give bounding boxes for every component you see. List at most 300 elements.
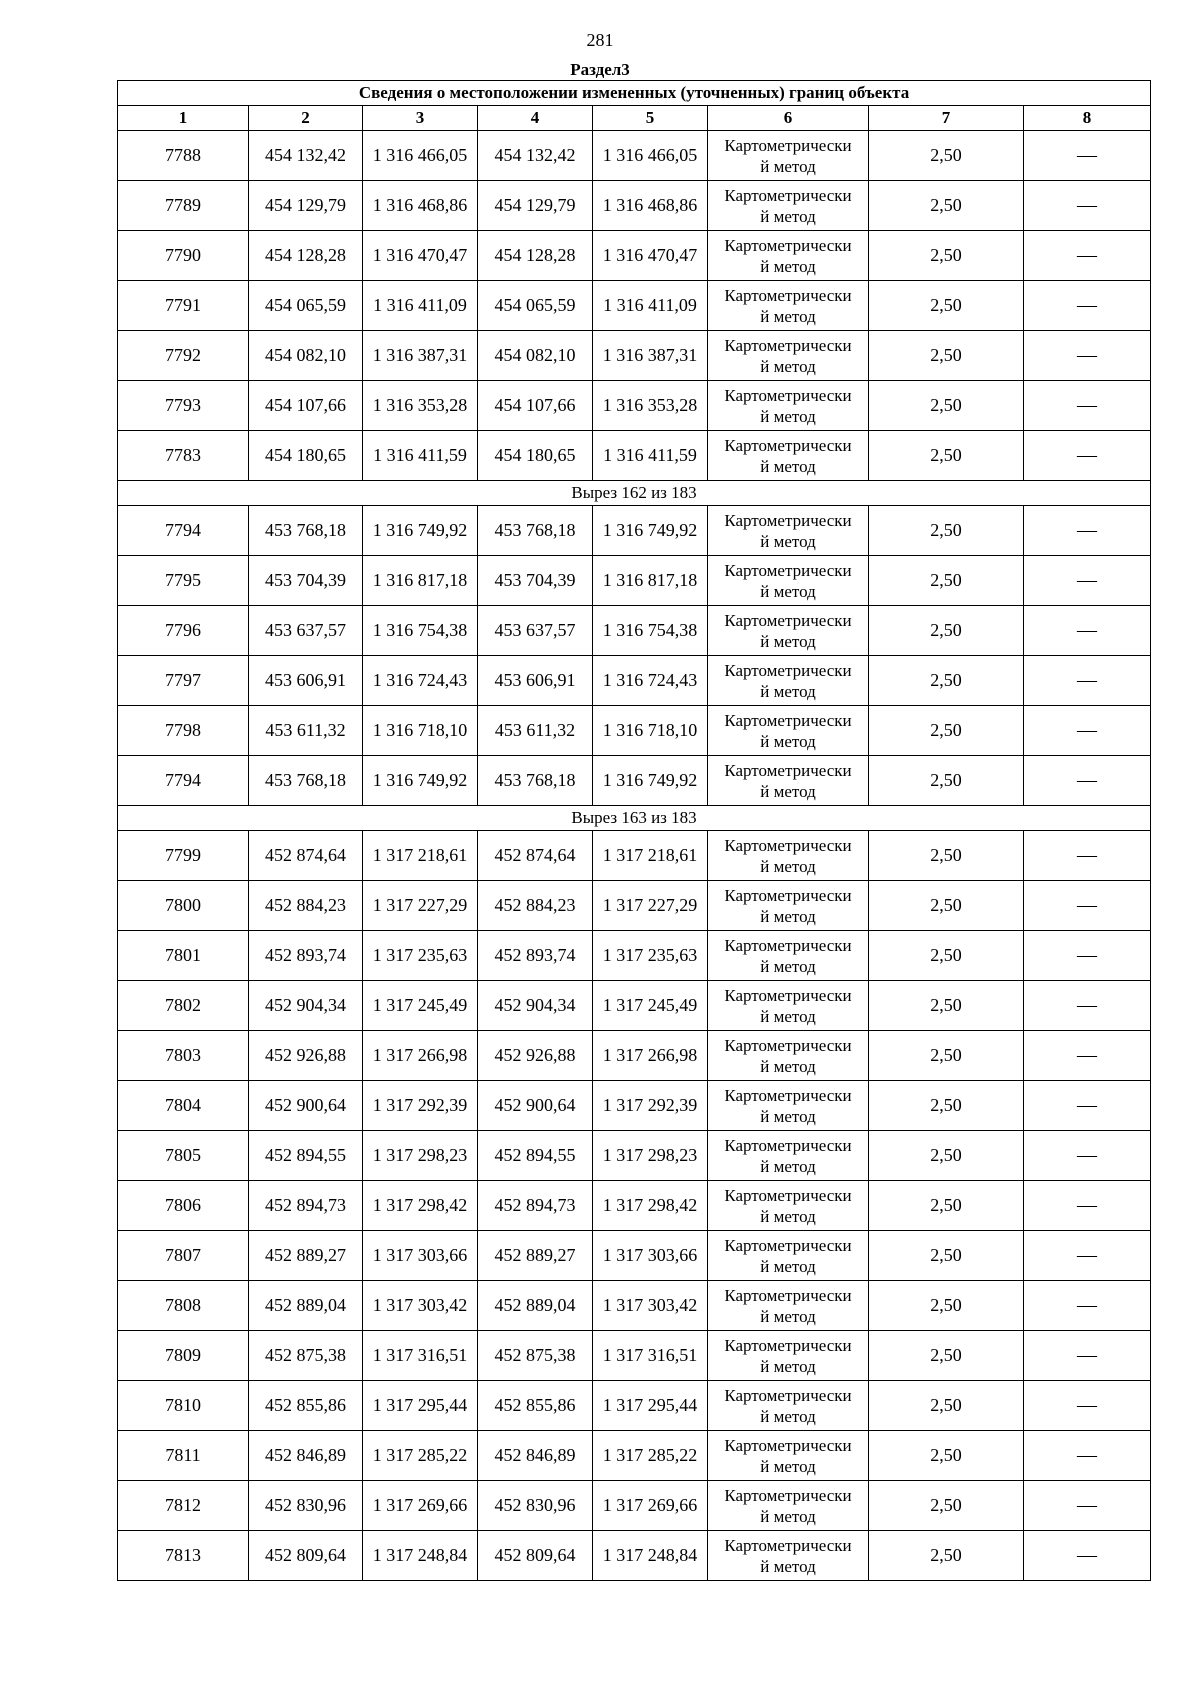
column-number-row bbox=[118, 106, 1151, 131]
point-number-cell: 7813 bbox=[118, 1531, 249, 1581]
method-cell bbox=[708, 706, 869, 756]
x-coordinate-new-cell: 452 889,04 bbox=[478, 1281, 593, 1331]
point-number-cell: 7807 bbox=[118, 1231, 249, 1281]
description-dash-cell: — bbox=[1024, 1081, 1151, 1131]
method-text-line2: й метод bbox=[760, 456, 816, 476]
y-coordinate-new-cell: 1 316 749,92 bbox=[593, 756, 708, 806]
section-title: Раздел3 bbox=[570, 60, 630, 79]
x-coordinate-cell: 454 107,66 bbox=[249, 381, 363, 431]
table-row bbox=[118, 556, 1151, 606]
y-coordinate-cell: 1 317 245,49 bbox=[363, 981, 478, 1031]
y-coordinate-cell: 1 317 303,42 bbox=[363, 1281, 478, 1331]
y-coordinate-new-cell: 1 317 316,51 bbox=[593, 1331, 708, 1381]
group-label: Вырез 162 из 183 bbox=[118, 481, 1151, 506]
x-coordinate-cell: 452 893,74 bbox=[249, 931, 363, 981]
method-cell bbox=[708, 506, 869, 556]
description-dash-cell: — bbox=[1024, 1531, 1151, 1581]
method-cell bbox=[708, 431, 869, 481]
description-dash-cell: — bbox=[1024, 1031, 1151, 1081]
method-text-line2: й метод bbox=[760, 206, 816, 226]
table-row bbox=[118, 181, 1151, 231]
method-text-line1: Картометрически bbox=[724, 1235, 852, 1255]
x-coordinate-new-cell: 452 809,64 bbox=[478, 1531, 593, 1581]
method-cell bbox=[708, 1331, 869, 1381]
y-coordinate-new-cell: 1 316 754,38 bbox=[593, 606, 708, 656]
method-text-line1: Картометрически bbox=[724, 1285, 852, 1305]
x-coordinate-new-cell: 454 107,66 bbox=[478, 381, 593, 431]
point-number-cell: 7801 bbox=[118, 931, 249, 981]
accuracy-cell: 2,50 bbox=[869, 756, 1024, 806]
method-text-line1: Картометрически bbox=[724, 760, 852, 780]
method-text-line2: й метод bbox=[760, 1306, 816, 1326]
point-number-cell: 7789 bbox=[118, 181, 249, 231]
x-coordinate-new-cell: 454 132,42 bbox=[478, 131, 593, 181]
point-number-cell: 7791 bbox=[118, 281, 249, 331]
x-coordinate-new-cell: 452 900,64 bbox=[478, 1081, 593, 1131]
column-header: 6 bbox=[708, 106, 869, 131]
method-text-line1: Картометрически bbox=[724, 935, 852, 955]
table-row bbox=[118, 706, 1151, 756]
method-text-line2: й метод bbox=[760, 1056, 816, 1076]
method-text-line1: Картометрически bbox=[724, 610, 852, 630]
y-coordinate-new-cell: 1 317 295,44 bbox=[593, 1381, 708, 1431]
y-coordinate-new-cell: 1 316 718,10 bbox=[593, 706, 708, 756]
method-cell bbox=[708, 181, 869, 231]
y-coordinate-cell: 1 317 292,39 bbox=[363, 1081, 478, 1131]
table-row bbox=[118, 431, 1151, 481]
y-coordinate-cell: 1 316 411,09 bbox=[363, 281, 478, 331]
method-cell bbox=[708, 606, 869, 656]
method-text-line2: й метод bbox=[760, 631, 816, 651]
method-text-line2: й метод bbox=[760, 856, 816, 876]
x-coordinate-cell: 452 846,89 bbox=[249, 1431, 363, 1481]
description-dash-cell: — bbox=[1024, 506, 1151, 556]
description-dash-cell: — bbox=[1024, 831, 1151, 881]
method-text-line1: Картометрически bbox=[724, 1335, 852, 1355]
method-cell bbox=[708, 556, 869, 606]
x-coordinate-cell: 453 768,18 bbox=[249, 756, 363, 806]
method-text-line2: й метод bbox=[760, 531, 816, 551]
method-text-line1: Картометрически bbox=[724, 835, 852, 855]
y-coordinate-cell: 1 316 718,10 bbox=[363, 706, 478, 756]
method-cell bbox=[708, 1531, 869, 1581]
x-coordinate-new-cell: 452 830,96 bbox=[478, 1481, 593, 1531]
y-coordinate-new-cell: 1 316 387,31 bbox=[593, 331, 708, 381]
description-dash-cell: — bbox=[1024, 881, 1151, 931]
table-row bbox=[118, 1481, 1151, 1531]
table-row bbox=[118, 1081, 1151, 1131]
method-text-line1: Картометрически bbox=[724, 435, 852, 455]
y-coordinate-cell: 1 316 470,47 bbox=[363, 231, 478, 281]
point-number-cell: 7793 bbox=[118, 381, 249, 431]
point-number-cell: 7811 bbox=[118, 1431, 249, 1481]
x-coordinate-cell: 454 180,65 bbox=[249, 431, 363, 481]
method-text-line1: Картометрически bbox=[724, 185, 852, 205]
method-text-line2: й метод bbox=[760, 356, 816, 376]
description-dash-cell: — bbox=[1024, 181, 1151, 231]
accuracy-cell: 2,50 bbox=[869, 656, 1024, 706]
x-coordinate-new-cell: 452 874,64 bbox=[478, 831, 593, 881]
method-cell bbox=[708, 1031, 869, 1081]
table-row bbox=[118, 506, 1151, 556]
x-coordinate-cell: 452 855,86 bbox=[249, 1381, 363, 1431]
x-coordinate-new-cell: 452 884,23 bbox=[478, 881, 593, 931]
table-row bbox=[118, 831, 1151, 881]
method-text-line1: Картометрически bbox=[724, 1085, 852, 1105]
y-coordinate-cell: 1 317 218,61 bbox=[363, 831, 478, 881]
method-text-line2: й метод bbox=[760, 956, 816, 976]
x-coordinate-cell: 454 129,79 bbox=[249, 181, 363, 231]
table-row bbox=[118, 756, 1151, 806]
accuracy-cell: 2,50 bbox=[869, 1531, 1024, 1581]
method-text-line2: й метод bbox=[760, 1156, 816, 1176]
y-coordinate-cell: 1 316 353,28 bbox=[363, 381, 478, 431]
y-coordinate-cell: 1 317 298,42 bbox=[363, 1181, 478, 1231]
table-row bbox=[118, 656, 1151, 706]
point-number-cell: 7809 bbox=[118, 1331, 249, 1381]
point-number-cell: 7797 bbox=[118, 656, 249, 706]
y-coordinate-new-cell: 1 316 470,47 bbox=[593, 231, 708, 281]
description-dash-cell: — bbox=[1024, 331, 1151, 381]
accuracy-cell: 2,50 bbox=[869, 1381, 1024, 1431]
description-dash-cell: — bbox=[1024, 1331, 1151, 1381]
method-text-line1: Картометрически bbox=[724, 710, 852, 730]
accuracy-cell: 2,50 bbox=[869, 1131, 1024, 1181]
method-text-line2: й метод bbox=[760, 781, 816, 801]
accuracy-cell: 2,50 bbox=[869, 1031, 1024, 1081]
accuracy-cell: 2,50 bbox=[869, 881, 1024, 931]
method-text-line1: Картометрически bbox=[724, 985, 852, 1005]
y-coordinate-cell: 1 317 298,23 bbox=[363, 1131, 478, 1181]
x-coordinate-cell: 453 768,18 bbox=[249, 506, 363, 556]
column-header: 4 bbox=[478, 106, 593, 131]
point-number-cell: 7795 bbox=[118, 556, 249, 606]
x-coordinate-new-cell: 453 611,32 bbox=[478, 706, 593, 756]
point-number-cell: 7803 bbox=[118, 1031, 249, 1081]
column-header: 2 bbox=[249, 106, 363, 131]
description-dash-cell: — bbox=[1024, 706, 1151, 756]
description-dash-cell: — bbox=[1024, 1281, 1151, 1331]
method-cell bbox=[708, 381, 869, 431]
y-coordinate-new-cell: 1 317 298,23 bbox=[593, 1131, 708, 1181]
accuracy-cell: 2,50 bbox=[869, 1231, 1024, 1281]
point-number-cell: 7810 bbox=[118, 1381, 249, 1431]
description-dash-cell: — bbox=[1024, 1231, 1151, 1281]
description-dash-cell: — bbox=[1024, 606, 1151, 656]
point-number-cell: 7806 bbox=[118, 1181, 249, 1231]
description-dash-cell: — bbox=[1024, 231, 1151, 281]
y-coordinate-cell: 1 317 227,29 bbox=[363, 881, 478, 931]
x-coordinate-new-cell: 454 128,28 bbox=[478, 231, 593, 281]
y-coordinate-new-cell: 1 316 411,59 bbox=[593, 431, 708, 481]
boundary-coordinates-table bbox=[117, 80, 1151, 1581]
point-number-cell: 7805 bbox=[118, 1131, 249, 1181]
accuracy-cell: 2,50 bbox=[869, 931, 1024, 981]
method-text-line1: Картометрически bbox=[724, 1135, 852, 1155]
table-row bbox=[118, 1131, 1151, 1181]
x-coordinate-new-cell: 453 768,18 bbox=[478, 756, 593, 806]
y-coordinate-new-cell: 1 316 724,43 bbox=[593, 656, 708, 706]
accuracy-cell: 2,50 bbox=[869, 706, 1024, 756]
table-row bbox=[118, 1231, 1151, 1281]
x-coordinate-cell: 453 704,39 bbox=[249, 556, 363, 606]
x-coordinate-new-cell: 452 926,88 bbox=[478, 1031, 593, 1081]
method-text-line1: Картометрически bbox=[724, 235, 852, 255]
method-text-line2: й метод bbox=[760, 681, 816, 701]
y-coordinate-new-cell: 1 317 266,98 bbox=[593, 1031, 708, 1081]
method-cell bbox=[708, 131, 869, 181]
x-coordinate-cell: 453 611,32 bbox=[249, 706, 363, 756]
y-coordinate-new-cell: 1 317 227,29 bbox=[593, 881, 708, 931]
x-coordinate-new-cell: 453 637,57 bbox=[478, 606, 593, 656]
y-coordinate-cell: 1 316 468,86 bbox=[363, 181, 478, 231]
accuracy-cell: 2,50 bbox=[869, 181, 1024, 231]
accuracy-cell: 2,50 bbox=[869, 431, 1024, 481]
method-cell bbox=[708, 1381, 869, 1431]
description-dash-cell: — bbox=[1024, 556, 1151, 606]
method-text-line1: Картометрически bbox=[724, 135, 852, 155]
point-number-cell: 7790 bbox=[118, 231, 249, 281]
accuracy-cell: 2,50 bbox=[869, 606, 1024, 656]
method-cell bbox=[708, 1081, 869, 1131]
y-coordinate-new-cell: 1 316 411,09 bbox=[593, 281, 708, 331]
method-text-line2: й метод bbox=[760, 906, 816, 926]
x-coordinate-cell: 454 065,59 bbox=[249, 281, 363, 331]
x-coordinate-cell: 452 809,64 bbox=[249, 1531, 363, 1581]
y-coordinate-new-cell: 1 316 466,05 bbox=[593, 131, 708, 181]
accuracy-cell: 2,50 bbox=[869, 1181, 1024, 1231]
method-text-line1: Картометрически bbox=[724, 560, 852, 580]
table-row bbox=[118, 381, 1151, 431]
x-coordinate-new-cell: 452 893,74 bbox=[478, 931, 593, 981]
method-text-line2: й метод bbox=[760, 1206, 816, 1226]
point-number-cell: 7783 bbox=[118, 431, 249, 481]
method-cell bbox=[708, 831, 869, 881]
method-text-line1: Картометрически bbox=[724, 385, 852, 405]
method-cell bbox=[708, 981, 869, 1031]
table-row bbox=[118, 1431, 1151, 1481]
table-row bbox=[118, 131, 1151, 181]
y-coordinate-new-cell: 1 317 303,66 bbox=[593, 1231, 708, 1281]
y-coordinate-cell: 1 317 316,51 bbox=[363, 1331, 478, 1381]
table-row bbox=[118, 981, 1151, 1031]
method-text-line2: й метод bbox=[760, 306, 816, 326]
method-text-line1: Картометрически bbox=[724, 510, 852, 530]
point-number-cell: 7802 bbox=[118, 981, 249, 1031]
method-text-line2: й метод bbox=[760, 1456, 816, 1476]
y-coordinate-new-cell: 1 317 235,63 bbox=[593, 931, 708, 981]
method-text-line2: й метод bbox=[760, 1106, 816, 1126]
accuracy-cell: 2,50 bbox=[869, 1331, 1024, 1381]
accuracy-cell: 2,50 bbox=[869, 281, 1024, 331]
point-number-cell: 7796 bbox=[118, 606, 249, 656]
accuracy-cell: 2,50 bbox=[869, 1281, 1024, 1331]
method-text-line1: Картометрически bbox=[724, 660, 852, 680]
x-coordinate-new-cell: 452 894,73 bbox=[478, 1181, 593, 1231]
accuracy-cell: 2,50 bbox=[869, 831, 1024, 881]
section-group-row bbox=[118, 481, 1151, 506]
x-coordinate-cell: 452 884,23 bbox=[249, 881, 363, 931]
method-cell bbox=[708, 1281, 869, 1331]
x-coordinate-cell: 452 904,34 bbox=[249, 981, 363, 1031]
x-coordinate-cell: 452 889,04 bbox=[249, 1281, 363, 1331]
table-body bbox=[118, 131, 1151, 1581]
y-coordinate-cell: 1 317 235,63 bbox=[363, 931, 478, 981]
table-row bbox=[118, 331, 1151, 381]
method-cell bbox=[708, 881, 869, 931]
y-coordinate-cell: 1 316 724,43 bbox=[363, 656, 478, 706]
x-coordinate-cell: 453 606,91 bbox=[249, 656, 363, 706]
column-header: 7 bbox=[869, 106, 1024, 131]
x-coordinate-cell: 452 874,64 bbox=[249, 831, 363, 881]
column-header: 3 bbox=[363, 106, 478, 131]
point-number-cell: 7804 bbox=[118, 1081, 249, 1131]
x-coordinate-cell: 452 889,27 bbox=[249, 1231, 363, 1281]
point-number-cell: 7794 bbox=[118, 506, 249, 556]
accuracy-cell: 2,50 bbox=[869, 506, 1024, 556]
method-text-line2: й метод bbox=[760, 581, 816, 601]
table-row bbox=[118, 931, 1151, 981]
y-coordinate-cell: 1 317 248,84 bbox=[363, 1531, 478, 1581]
table-row bbox=[118, 606, 1151, 656]
method-cell bbox=[708, 756, 869, 806]
table-row bbox=[118, 231, 1151, 281]
x-coordinate-new-cell: 452 904,34 bbox=[478, 981, 593, 1031]
method-text-line1: Картометрически bbox=[724, 1385, 852, 1405]
x-coordinate-cell: 452 830,96 bbox=[249, 1481, 363, 1531]
accuracy-cell: 2,50 bbox=[869, 331, 1024, 381]
table-row bbox=[118, 1531, 1151, 1581]
y-coordinate-cell: 1 317 303,66 bbox=[363, 1231, 478, 1281]
method-text-line2: й метод bbox=[760, 1356, 816, 1376]
method-text-line2: й метод bbox=[760, 1256, 816, 1276]
method-cell bbox=[708, 281, 869, 331]
x-coordinate-new-cell: 453 704,39 bbox=[478, 556, 593, 606]
method-text-line1: Картометрически bbox=[724, 1485, 852, 1505]
table-row bbox=[118, 1281, 1151, 1331]
x-coordinate-new-cell: 453 606,91 bbox=[478, 656, 593, 706]
table-row bbox=[118, 1181, 1151, 1231]
description-dash-cell: — bbox=[1024, 431, 1151, 481]
point-number-cell: 7788 bbox=[118, 131, 249, 181]
method-cell bbox=[708, 1231, 869, 1281]
method-text-line2: й метод bbox=[760, 1406, 816, 1426]
y-coordinate-new-cell: 1 316 817,18 bbox=[593, 556, 708, 606]
y-coordinate-cell: 1 317 285,22 bbox=[363, 1431, 478, 1481]
x-coordinate-new-cell: 452 894,55 bbox=[478, 1131, 593, 1181]
y-coordinate-cell: 1 316 387,31 bbox=[363, 331, 478, 381]
y-coordinate-cell: 1 316 749,92 bbox=[363, 506, 478, 556]
description-dash-cell: — bbox=[1024, 1181, 1151, 1231]
y-coordinate-cell: 1 316 817,18 bbox=[363, 556, 478, 606]
y-coordinate-cell: 1 317 295,44 bbox=[363, 1381, 478, 1431]
column-header: 8 bbox=[1024, 106, 1151, 131]
y-coordinate-new-cell: 1 317 269,66 bbox=[593, 1481, 708, 1531]
method-text-line1: Картометрически bbox=[724, 1435, 852, 1455]
description-dash-cell: — bbox=[1024, 131, 1151, 181]
point-number-cell: 7792 bbox=[118, 331, 249, 381]
y-coordinate-cell: 1 316 749,92 bbox=[363, 756, 478, 806]
y-coordinate-new-cell: 1 317 292,39 bbox=[593, 1081, 708, 1131]
table-row bbox=[118, 281, 1151, 331]
x-coordinate-cell: 454 132,42 bbox=[249, 131, 363, 181]
accuracy-cell: 2,50 bbox=[869, 981, 1024, 1031]
y-coordinate-cell: 1 316 411,59 bbox=[363, 431, 478, 481]
method-cell bbox=[708, 1431, 869, 1481]
table-row bbox=[118, 1381, 1151, 1431]
description-dash-cell: — bbox=[1024, 931, 1151, 981]
x-coordinate-new-cell: 452 846,89 bbox=[478, 1431, 593, 1481]
method-cell bbox=[708, 1181, 869, 1231]
table-row bbox=[118, 881, 1151, 931]
table-caption-row bbox=[118, 81, 1151, 106]
x-coordinate-cell: 453 637,57 bbox=[249, 606, 363, 656]
description-dash-cell: — bbox=[1024, 656, 1151, 706]
y-coordinate-new-cell: 1 317 298,42 bbox=[593, 1181, 708, 1231]
method-cell bbox=[708, 931, 869, 981]
y-coordinate-new-cell: 1 316 749,92 bbox=[593, 506, 708, 556]
method-cell bbox=[708, 656, 869, 706]
table-row bbox=[118, 1331, 1151, 1381]
point-number-cell: 7798 bbox=[118, 706, 249, 756]
x-coordinate-cell: 452 894,73 bbox=[249, 1181, 363, 1231]
y-coordinate-new-cell: 1 317 218,61 bbox=[593, 831, 708, 881]
description-dash-cell: — bbox=[1024, 281, 1151, 331]
point-number-cell: 7808 bbox=[118, 1281, 249, 1331]
x-coordinate-new-cell: 454 082,10 bbox=[478, 331, 593, 381]
column-header: 5 bbox=[593, 106, 708, 131]
y-coordinate-cell: 1 316 466,05 bbox=[363, 131, 478, 181]
y-coordinate-new-cell: 1 317 303,42 bbox=[593, 1281, 708, 1331]
accuracy-cell: 2,50 bbox=[869, 1431, 1024, 1481]
method-text-line2: й метод bbox=[760, 156, 816, 176]
method-text-line2: й метод bbox=[760, 406, 816, 426]
description-dash-cell: — bbox=[1024, 381, 1151, 431]
point-number-cell: 7800 bbox=[118, 881, 249, 931]
page-number: 281 bbox=[586, 30, 614, 50]
x-coordinate-cell: 452 875,38 bbox=[249, 1331, 363, 1381]
x-coordinate-cell: 454 082,10 bbox=[249, 331, 363, 381]
method-text-line1: Картометрически bbox=[724, 885, 852, 905]
method-text-line2: й метод bbox=[760, 731, 816, 751]
x-coordinate-new-cell: 454 180,65 bbox=[478, 431, 593, 481]
description-dash-cell: — bbox=[1024, 1481, 1151, 1531]
table-caption: Сведения о местоположении измененных (уточненных) границ объекта bbox=[118, 81, 1151, 106]
method-cell bbox=[708, 331, 869, 381]
description-dash-cell: — bbox=[1024, 1131, 1151, 1181]
accuracy-cell: 2,50 bbox=[869, 231, 1024, 281]
method-text-line1: Картометрически bbox=[724, 285, 852, 305]
point-number-cell: 7812 bbox=[118, 1481, 249, 1531]
accuracy-cell: 2,50 bbox=[869, 131, 1024, 181]
method-cell bbox=[708, 1481, 869, 1531]
y-coordinate-new-cell: 1 316 353,28 bbox=[593, 381, 708, 431]
accuracy-cell: 2,50 bbox=[869, 1481, 1024, 1531]
column-header: 1 bbox=[118, 106, 249, 131]
method-text-line2: й метод bbox=[760, 1556, 816, 1576]
y-coordinate-new-cell: 1 317 248,84 bbox=[593, 1531, 708, 1581]
x-coordinate-new-cell: 452 889,27 bbox=[478, 1231, 593, 1281]
method-cell bbox=[708, 1131, 869, 1181]
description-dash-cell: — bbox=[1024, 756, 1151, 806]
table-row bbox=[118, 1031, 1151, 1081]
method-text-line1: Картометрически bbox=[724, 1035, 852, 1055]
method-text-line2: й метод bbox=[760, 1506, 816, 1526]
point-number-cell: 7794 bbox=[118, 756, 249, 806]
x-coordinate-new-cell: 452 855,86 bbox=[478, 1381, 593, 1431]
x-coordinate-new-cell: 454 065,59 bbox=[478, 281, 593, 331]
y-coordinate-new-cell: 1 317 285,22 bbox=[593, 1431, 708, 1481]
